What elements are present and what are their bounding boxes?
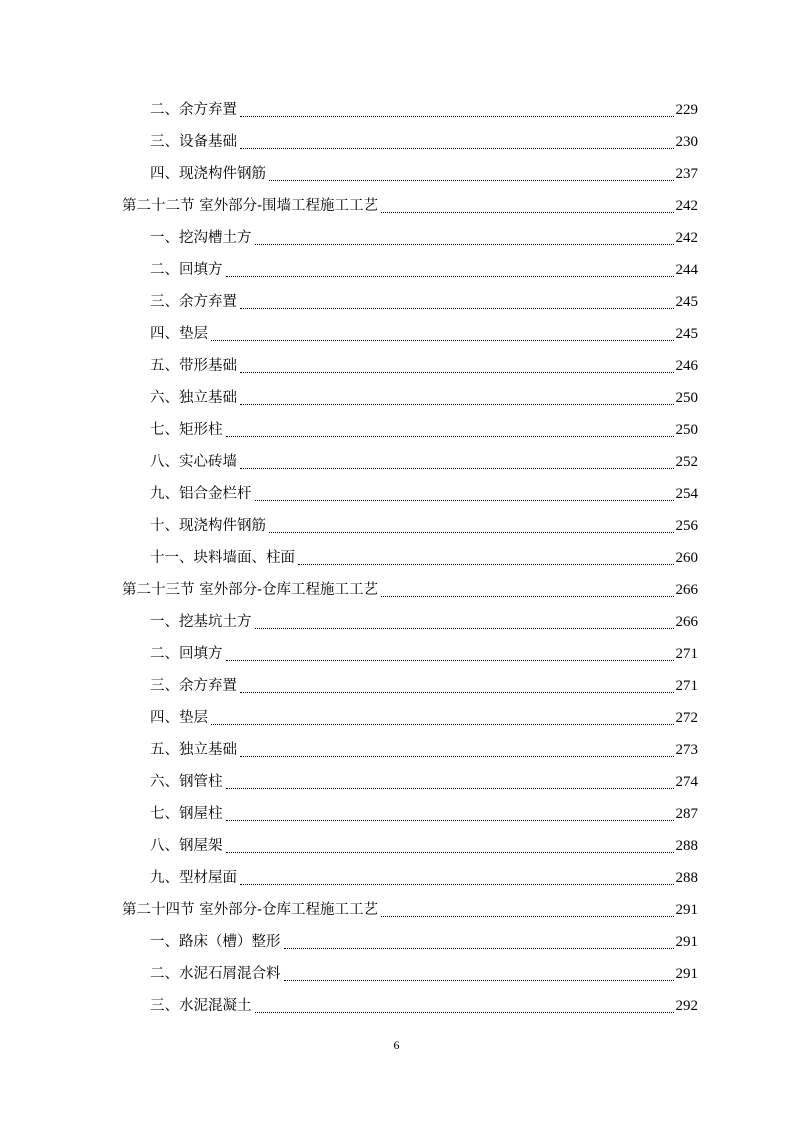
dot-leader: [240, 467, 674, 469]
toc-entry[interactable]: [150, 862, 698, 894]
toc-entry-title: 八、实心砖墙: [150, 454, 237, 470]
toc-entry-page: 287: [675, 806, 698, 822]
toc-entry-title: 二、回填方: [150, 262, 223, 278]
toc-entry-page: 245: [675, 326, 698, 342]
toc-entry[interactable]: [150, 926, 698, 958]
toc-entry-page: 250: [675, 390, 698, 406]
toc-entry-page: 271: [675, 646, 698, 662]
toc-entry-page: 271: [675, 678, 698, 694]
toc-entry-page: 266: [675, 582, 698, 598]
toc-entry-page: 266: [675, 614, 698, 630]
toc-entry-page: 237: [675, 166, 698, 182]
dot-leader: [381, 211, 673, 213]
toc-entry-title: 四、现浇构件钢筋: [150, 166, 266, 182]
toc-entry[interactable]: [150, 94, 698, 126]
toc-entry[interactable]: [150, 606, 698, 638]
dot-leader: [381, 915, 673, 917]
toc-entry-title: 二、余方弃置: [150, 102, 237, 118]
toc-section[interactable]: [122, 894, 698, 926]
toc-entry[interactable]: [150, 990, 698, 1022]
toc-entry-page: 291: [675, 902, 698, 918]
toc-entry-title: 四、垫层: [150, 326, 208, 342]
toc-entry[interactable]: [150, 830, 698, 862]
toc-entry-title: 九、铝合金栏杆: [150, 486, 252, 502]
toc-entry-page: 272: [675, 710, 698, 726]
dot-leader: [226, 659, 674, 661]
toc-entry[interactable]: [150, 958, 698, 990]
toc-entry-page: 229: [675, 102, 698, 118]
dot-leader: [226, 851, 674, 853]
dot-leader: [381, 595, 673, 597]
toc-entry-title: 七、钢屋柱: [150, 806, 223, 822]
toc-entry-page: 288: [675, 870, 698, 886]
toc-entry-title: 九、型材屋面: [150, 870, 237, 886]
dot-leader: [211, 339, 674, 341]
toc-entry-title: 二、水泥石屑混合料: [150, 966, 281, 982]
dot-leader: [226, 435, 674, 437]
toc-entry-page: 250: [675, 422, 698, 438]
toc-entry-page: 292: [675, 998, 698, 1014]
toc-entry[interactable]: [150, 798, 698, 830]
dot-leader: [255, 243, 674, 245]
dot-leader: [255, 499, 674, 501]
toc-entry-title: 六、钢管柱: [150, 774, 223, 790]
toc-entry-title: 二、回填方: [150, 646, 223, 662]
toc-entry[interactable]: [150, 222, 698, 254]
toc-entry-title: 五、带形基础: [150, 358, 237, 374]
toc-entry[interactable]: [150, 638, 698, 670]
toc-entry-page: 273: [675, 742, 698, 758]
dot-leader: [255, 627, 674, 629]
toc-entry-title: 十、现浇构件钢筋: [150, 518, 266, 534]
toc-entry-page: 291: [675, 934, 698, 950]
toc-entry[interactable]: [150, 414, 698, 446]
toc-entry-title: 八、钢屋架: [150, 838, 223, 854]
toc-entry-title: 一、挖基坑土方: [150, 614, 252, 630]
toc-entry-page: 256: [675, 518, 698, 534]
toc-entry-title: 第二十四节 室外部分-仓库工程施工工艺: [122, 902, 379, 918]
dot-leader: [240, 371, 674, 373]
dot-leader: [240, 883, 674, 885]
toc-section[interactable]: [122, 190, 698, 222]
toc-entry-title: 四、垫层: [150, 710, 208, 726]
dot-leader: [226, 275, 674, 277]
dot-leader: [240, 403, 674, 405]
toc-section[interactable]: [122, 574, 698, 606]
dot-leader: [240, 147, 674, 149]
toc-entry[interactable]: [150, 766, 698, 798]
toc-entry[interactable]: [150, 510, 698, 542]
toc-entry[interactable]: [150, 350, 698, 382]
dot-leader: [284, 947, 674, 949]
toc-entry[interactable]: [150, 126, 698, 158]
toc-entry[interactable]: [150, 158, 698, 190]
toc-entry-page: 242: [675, 198, 698, 214]
toc-entry-title: 十一、块料墙面、柱面: [150, 550, 295, 566]
toc-entry-title: 七、矩形柱: [150, 422, 223, 438]
toc-entry-page: 242: [675, 230, 698, 246]
dot-leader: [255, 1011, 674, 1013]
dot-leader: [211, 723, 674, 725]
toc-entry-page: 254: [675, 486, 698, 502]
toc-entry[interactable]: [150, 446, 698, 478]
toc-entry[interactable]: [150, 254, 698, 286]
toc-entry-title: 五、独立基础: [150, 742, 237, 758]
toc-entry-title: 六、独立基础: [150, 390, 237, 406]
toc-entry-page: 260: [675, 550, 698, 566]
toc-entry[interactable]: [150, 286, 698, 318]
toc-entry[interactable]: [150, 734, 698, 766]
toc-entry-title: 一、挖沟槽土方: [150, 230, 252, 246]
toc-entry-page: 252: [675, 454, 698, 470]
toc-entry-page: 274: [675, 774, 698, 790]
toc-entry-title: 三、水泥混凝土: [150, 998, 252, 1014]
toc-entry-page: 245: [675, 294, 698, 310]
dot-leader: [240, 307, 674, 309]
toc-entry[interactable]: [150, 382, 698, 414]
toc-entry-page: 246: [675, 358, 698, 374]
toc-entry[interactable]: [150, 478, 698, 510]
page-number: 6: [393, 1038, 400, 1052]
toc-entry-title: 三、余方弃置: [150, 678, 237, 694]
dot-leader: [240, 691, 674, 693]
toc-entry-title: 第二十三节 室外部分-仓库工程施工工艺: [122, 582, 379, 598]
dot-leader: [269, 531, 674, 533]
dot-leader: [240, 755, 674, 757]
toc-entry[interactable]: [150, 670, 698, 702]
toc-entry[interactable]: [150, 318, 698, 350]
toc-entry-title: 三、余方弃置: [150, 294, 237, 310]
dot-leader: [298, 563, 674, 565]
toc-entry[interactable]: [150, 702, 698, 734]
toc-entry-title: 三、设备基础: [150, 134, 237, 150]
toc-entry-title: 一、路床（槽）整形: [150, 934, 281, 950]
toc-entry-page: 244: [675, 262, 698, 278]
toc-entry-page: 230: [675, 134, 698, 150]
toc-entry-title: 第二十二节 室外部分-围墙工程施工工艺: [122, 198, 379, 214]
dot-leader: [284, 979, 674, 981]
dot-leader: [240, 115, 674, 117]
dot-leader: [226, 819, 674, 821]
dot-leader: [226, 787, 674, 789]
toc-entry-page: 291: [675, 966, 698, 982]
toc-entry[interactable]: [150, 542, 698, 574]
dot-leader: [269, 179, 674, 181]
toc-entry-page: 288: [675, 838, 698, 854]
